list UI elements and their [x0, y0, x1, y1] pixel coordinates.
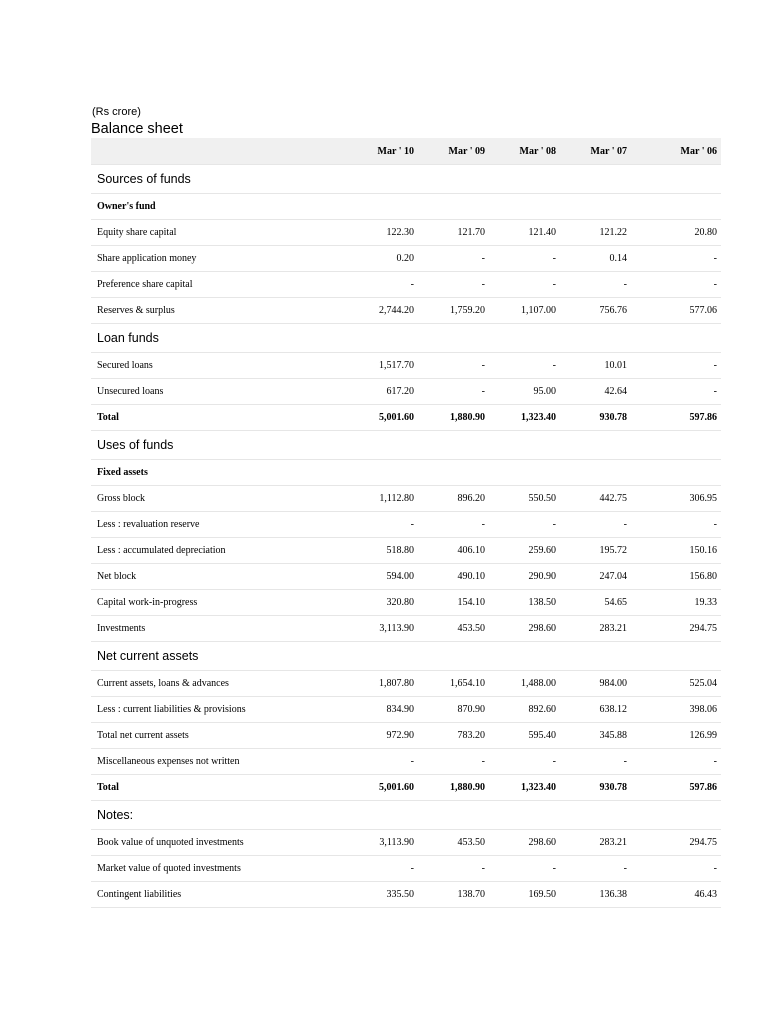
value-cell: - [424, 856, 495, 882]
value-cell: 1,112.80 [353, 486, 424, 512]
table-row [91, 697, 721, 723]
value-cell: - [353, 512, 424, 538]
value-cell: - [495, 749, 566, 775]
value-cell: 638.12 [566, 697, 637, 723]
table-row [91, 882, 721, 908]
value-cell: 121.70 [424, 220, 495, 246]
value-cell: 984.00 [566, 671, 637, 697]
total-row [91, 405, 721, 431]
row-label: Share application money [91, 246, 353, 272]
section-header-row [91, 165, 721, 194]
row-label: Less : current liabilities & provisions [91, 697, 353, 723]
value-cell: - [353, 272, 424, 298]
value-cell: 490.10 [424, 564, 495, 590]
value-cell: - [495, 512, 566, 538]
value-cell: - [424, 246, 495, 272]
table-row [91, 298, 721, 324]
value-cell: 1,759.20 [424, 298, 495, 324]
value-cell: 870.90 [424, 697, 495, 723]
value-cell: - [637, 272, 721, 298]
section-header-row [91, 324, 721, 353]
value-cell: 0.14 [566, 246, 637, 272]
row-label: Book value of unquoted investments [91, 830, 353, 856]
value-cell: 138.70 [424, 882, 495, 908]
value-cell: - [637, 246, 721, 272]
subsection-header-row [91, 194, 721, 220]
balance-sheet-table [91, 138, 721, 908]
value-cell: 294.75 [637, 830, 721, 856]
column-header: Mar ' 09 [424, 138, 495, 165]
value-cell: 756.76 [566, 298, 637, 324]
section-title: Net current assets [91, 642, 721, 671]
row-label: Total [91, 775, 353, 801]
value-cell: - [637, 749, 721, 775]
value-cell: 453.50 [424, 616, 495, 642]
section-header-row [91, 801, 721, 830]
section-title: Loan funds [91, 324, 721, 353]
table-row [91, 564, 721, 590]
value-cell: 406.10 [424, 538, 495, 564]
table-row [91, 512, 721, 538]
value-cell: 577.06 [637, 298, 721, 324]
value-cell: 126.99 [637, 723, 721, 749]
row-label: Equity share capital [91, 220, 353, 246]
total-row [91, 775, 721, 801]
section-title: Notes: [91, 801, 721, 830]
value-cell: - [637, 856, 721, 882]
value-cell: 136.38 [566, 882, 637, 908]
value-cell: 19.33 [637, 590, 721, 616]
value-cell: 0.20 [353, 246, 424, 272]
value-cell: 525.04 [637, 671, 721, 697]
table-row [91, 723, 721, 749]
value-cell: 972.90 [353, 723, 424, 749]
value-cell: 617.20 [353, 379, 424, 405]
value-cell: 54.65 [566, 590, 637, 616]
row-label: Net block [91, 564, 353, 590]
value-cell: 156.80 [637, 564, 721, 590]
row-label: Unsecured loans [91, 379, 353, 405]
value-cell: 46.43 [637, 882, 721, 908]
value-cell: 121.22 [566, 220, 637, 246]
value-cell: - [566, 272, 637, 298]
subsection-header-row [91, 460, 721, 486]
value-cell: 594.00 [353, 564, 424, 590]
table-row [91, 353, 721, 379]
value-cell: - [637, 512, 721, 538]
value-cell: 169.50 [495, 882, 566, 908]
value-cell: - [353, 749, 424, 775]
page-title: Balance sheet [91, 121, 183, 137]
value-cell: - [424, 353, 495, 379]
table-header-row [91, 138, 721, 165]
subsection-title: Fixed assets [91, 460, 721, 486]
value-cell: - [566, 856, 637, 882]
value-cell: 20.80 [637, 220, 721, 246]
value-cell: - [637, 379, 721, 405]
value-cell: 5,001.60 [353, 405, 424, 431]
value-cell: 1,807.80 [353, 671, 424, 697]
section-header-row [91, 642, 721, 671]
table-row [91, 538, 721, 564]
table-row [91, 220, 721, 246]
section-header-row [91, 431, 721, 460]
value-cell: 442.75 [566, 486, 637, 512]
value-cell: - [566, 749, 637, 775]
header-label-cell [91, 138, 353, 165]
value-cell: 150.16 [637, 538, 721, 564]
row-label: Gross block [91, 486, 353, 512]
table-row [91, 830, 721, 856]
value-cell: 195.72 [566, 538, 637, 564]
row-label: Secured loans [91, 353, 353, 379]
table-row [91, 616, 721, 642]
row-label: Total [91, 405, 353, 431]
value-cell: 3,113.90 [353, 616, 424, 642]
row-label: Market value of quoted investments [91, 856, 353, 882]
table-row [91, 246, 721, 272]
value-cell: 834.90 [353, 697, 424, 723]
value-cell: 154.10 [424, 590, 495, 616]
value-cell: 1,880.90 [424, 405, 495, 431]
value-cell: 1,323.40 [495, 775, 566, 801]
table-row [91, 379, 721, 405]
row-label: Capital work-in-progress [91, 590, 353, 616]
column-header: Mar ' 08 [495, 138, 566, 165]
unit-label: (Rs crore) [92, 106, 141, 118]
value-cell: 1,880.90 [424, 775, 495, 801]
column-header: Mar ' 06 [637, 138, 721, 165]
value-cell: 930.78 [566, 405, 637, 431]
value-cell: 2,744.20 [353, 298, 424, 324]
value-cell: 95.00 [495, 379, 566, 405]
value-cell: 1,654.10 [424, 671, 495, 697]
value-cell: 122.30 [353, 220, 424, 246]
table-row [91, 671, 721, 697]
value-cell: 597.86 [637, 775, 721, 801]
value-cell: - [495, 272, 566, 298]
value-cell: 10.01 [566, 353, 637, 379]
value-cell: - [495, 246, 566, 272]
value-cell: 1,517.70 [353, 353, 424, 379]
value-cell: 398.06 [637, 697, 721, 723]
value-cell: 1,107.00 [495, 298, 566, 324]
value-cell: 597.86 [637, 405, 721, 431]
value-cell: 3,113.90 [353, 830, 424, 856]
value-cell: 783.20 [424, 723, 495, 749]
value-cell: 290.90 [495, 564, 566, 590]
table-body [91, 165, 721, 908]
row-label: Contingent liabilities [91, 882, 353, 908]
value-cell: 892.60 [495, 697, 566, 723]
row-label: Total net current assets [91, 723, 353, 749]
section-title: Sources of funds [91, 165, 721, 194]
table-row [91, 486, 721, 512]
value-cell: 335.50 [353, 882, 424, 908]
value-cell: 896.20 [424, 486, 495, 512]
value-cell: - [424, 512, 495, 538]
value-cell: - [424, 379, 495, 405]
row-label: Preference share capital [91, 272, 353, 298]
column-header: Mar ' 10 [353, 138, 424, 165]
value-cell: 930.78 [566, 775, 637, 801]
value-cell: - [637, 353, 721, 379]
value-cell: 518.80 [353, 538, 424, 564]
value-cell: 138.50 [495, 590, 566, 616]
value-cell: 298.60 [495, 616, 566, 642]
value-cell: - [353, 856, 424, 882]
value-cell: 283.21 [566, 616, 637, 642]
value-cell: 298.60 [495, 830, 566, 856]
value-cell: 294.75 [637, 616, 721, 642]
value-cell: 595.40 [495, 723, 566, 749]
value-cell: 5,001.60 [353, 775, 424, 801]
row-label: Less : revaluation reserve [91, 512, 353, 538]
value-cell: - [424, 749, 495, 775]
value-cell: 550.50 [495, 486, 566, 512]
row-label: Current assets, loans & advances [91, 671, 353, 697]
value-cell: 345.88 [566, 723, 637, 749]
table-row [91, 749, 721, 775]
value-cell: - [424, 272, 495, 298]
row-label: Miscellaneous expenses not written [91, 749, 353, 775]
value-cell: 247.04 [566, 564, 637, 590]
row-label: Investments [91, 616, 353, 642]
value-cell: - [495, 856, 566, 882]
value-cell: 283.21 [566, 830, 637, 856]
value-cell: 1,488.00 [495, 671, 566, 697]
row-label: Less : accumulated depreciation [91, 538, 353, 564]
value-cell: - [566, 512, 637, 538]
table-row [91, 856, 721, 882]
table-row [91, 272, 721, 298]
value-cell: 453.50 [424, 830, 495, 856]
value-cell: 259.60 [495, 538, 566, 564]
column-header: Mar ' 07 [566, 138, 637, 165]
value-cell: 121.40 [495, 220, 566, 246]
table-row [91, 590, 721, 616]
row-label: Reserves & surplus [91, 298, 353, 324]
subsection-title: Owner's fund [91, 194, 721, 220]
section-title: Uses of funds [91, 431, 721, 460]
value-cell: 1,323.40 [495, 405, 566, 431]
value-cell: 42.64 [566, 379, 637, 405]
value-cell: 306.95 [637, 486, 721, 512]
value-cell: - [495, 353, 566, 379]
value-cell: 320.80 [353, 590, 424, 616]
